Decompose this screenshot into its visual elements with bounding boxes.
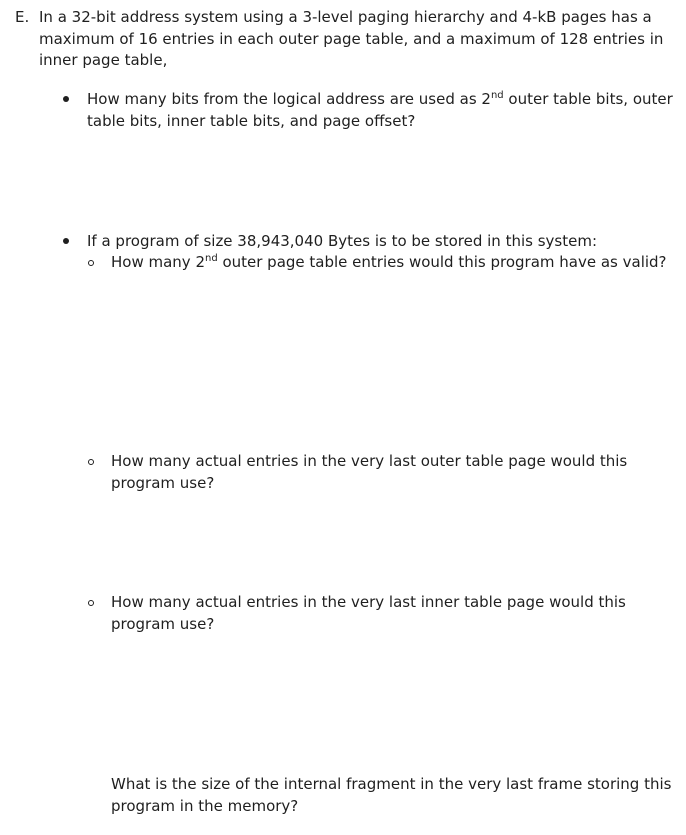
question-line-3: inner page table, — [39, 51, 168, 69]
sub-bullet-3-text — [111, 592, 681, 635]
bullet-1-text — [87, 89, 677, 132]
sub-bullet-2-marker — [88, 459, 94, 465]
bullet-2-text: If a program of size 38,943,040 Bytes is to be stored in this system: — [87, 232, 598, 250]
question-line-2: maximum of 16 entries in each outer page table, and a maximum of 128 entries in — [39, 29, 664, 48]
question-line-1: In a 32-bit address system using a 3-level paging hierarchy and 4-kB pages has a — [39, 8, 652, 26]
bullet-1-line-1-pre: How many bits from the logical address are used as 2 — [87, 90, 491, 108]
sub-bullet-1-text — [111, 252, 681, 274]
question-text — [39, 7, 679, 72]
sub-item-4-line-2: program in the memory? — [111, 796, 299, 815]
bullet-1-marker — [63, 96, 69, 102]
sub-bullet-2-text — [111, 451, 681, 494]
sub-item-4-text — [111, 774, 681, 817]
bullet-1-superscript: nd — [490, 90, 504, 101]
bullet-1-line-1 — [87, 89, 677, 111]
sub-bullet-3-line-1: How many actual entries in the very last inner table page would this — [111, 593, 626, 611]
bullet-1-line-2: table bits, inner table bits, and page offset? — [87, 111, 416, 130]
sub-bullet-3-marker — [88, 600, 94, 606]
bullet-1-line-1-post: outer table bits, outer — [503, 90, 673, 108]
question-letter: E. — [15, 8, 30, 26]
bullet-2-marker — [63, 238, 69, 244]
sub-bullet-1-post: outer page table entries would this program have as valid? — [217, 253, 667, 271]
sub-bullet-3-line-2: program use? — [111, 614, 215, 633]
sub-item-4-line-1: What is the size of the internal fragment in the very last frame storing this — [111, 775, 672, 793]
sub-bullet-1-marker — [88, 260, 94, 266]
sub-bullet-1-pre: How many 2 — [111, 253, 205, 271]
sub-bullet-2-line-2: program use? — [111, 473, 215, 492]
sub-bullet-2-line-1: How many actual entries in the very last outer table page would this — [111, 452, 628, 470]
sub-bullet-1-superscript: nd — [205, 253, 218, 264]
